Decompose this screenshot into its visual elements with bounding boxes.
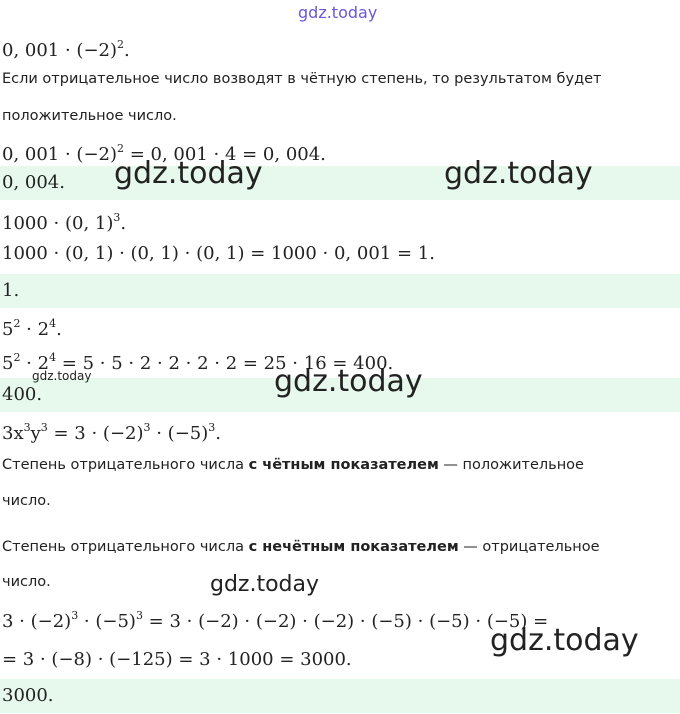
text-run: 1000 · (0, 1) — [2, 213, 114, 234]
text-run: Степень отрицательного числа — [2, 539, 249, 555]
expr-4 — [0, 412, 680, 446]
watermark-6: gdz.today — [490, 623, 639, 658]
text-run: 3 · (−2) — [2, 611, 72, 632]
exponent: 2 — [13, 317, 21, 330]
text-run: число. — [2, 574, 51, 590]
text-run: 1. — [2, 280, 20, 301]
rule-1a — [0, 64, 680, 94]
watermark-1: gdz.today — [114, 156, 263, 191]
exponent: 3 — [143, 421, 151, 434]
text-run: — отрицательное — [458, 539, 600, 555]
watermark-4: gdz.today — [274, 364, 423, 399]
rule-3a — [0, 532, 680, 562]
text-run: = 0, 001 · 4 = 0, 004. — [124, 144, 326, 165]
text-run: · (−5) — [78, 611, 136, 632]
text-run: 1000 · (0, 1) · (0, 1) · (0, 1) = 1000 · 0, 001 = 1. — [2, 243, 435, 264]
expr-2 — [0, 202, 680, 236]
calc-2 — [0, 237, 680, 271]
exponent: 4 — [49, 317, 57, 330]
expr-3 — [0, 308, 680, 342]
exponent: 2 — [13, 351, 21, 364]
text-run: 0, 001 · (−2) — [2, 144, 117, 165]
text-run: · 2 — [20, 353, 50, 374]
text-run: Если отрицательное число возводят в чётную степень, то результатом будет — [2, 71, 602, 87]
text-run: . — [215, 423, 221, 444]
text-run: = 3 · (−2) — [47, 423, 144, 444]
rule-3b — [0, 567, 680, 597]
text-run: Степень отрицательного числа — [2, 457, 249, 473]
text-run: 0, 001 · (−2) — [2, 40, 117, 61]
text-run: · 2 — [20, 319, 50, 340]
text-run: = 5 · 5 · 2 · 2 · 2 · 2 = 25 · 16 = 400. — [56, 353, 394, 374]
text-run: 400. — [2, 384, 43, 405]
exponent: 3 — [23, 421, 31, 434]
watermark-3: gdz.today — [32, 369, 92, 383]
exponent: 2 — [117, 142, 124, 155]
text-run: 3000. — [2, 685, 54, 706]
text-run: — положительное — [438, 457, 584, 473]
rule-2a — [0, 450, 680, 480]
exponent: 3 — [71, 609, 79, 622]
text-run: 3x — [2, 423, 24, 444]
watermark-2: gdz.today — [444, 156, 593, 191]
bold-term: с чётным показателем — [248, 457, 439, 473]
answer-4 — [0, 679, 680, 713]
text-run: . — [56, 319, 62, 340]
text-run: . — [120, 213, 127, 234]
rule-2b — [0, 486, 680, 516]
text-run: = 3 · (−8) · (−125) = 3 · 1000 = 3000. — [2, 649, 352, 670]
bold-term: с нечётным показателем — [248, 539, 459, 555]
exponent: 2 — [117, 38, 124, 51]
text-run: число. — [2, 493, 51, 509]
text-run: 0, 004. — [2, 172, 65, 193]
exponent: 4 — [49, 351, 57, 364]
text-run: 5 — [2, 319, 14, 340]
exponent: 3 — [113, 211, 121, 224]
watermark-top: gdz.today — [298, 3, 378, 22]
text-run: 5 — [2, 353, 14, 374]
text-run: = 3 · (−2) · (−2) · (−2) · (−5) · (−5) · (−5) = — [142, 611, 549, 632]
exponent: 3 — [208, 421, 216, 434]
text-run: . — [124, 40, 130, 61]
rule-1b — [0, 101, 680, 131]
watermark-5: gdz.today — [210, 572, 320, 597]
answer-2 — [0, 274, 680, 308]
text-run: · (−5) — [150, 423, 209, 444]
expr-1 — [0, 29, 680, 63]
exponent: 3 — [135, 609, 143, 622]
text-run: y — [30, 423, 41, 444]
text-run: положительное число. — [2, 108, 177, 124]
exponent: 3 — [40, 421, 48, 434]
